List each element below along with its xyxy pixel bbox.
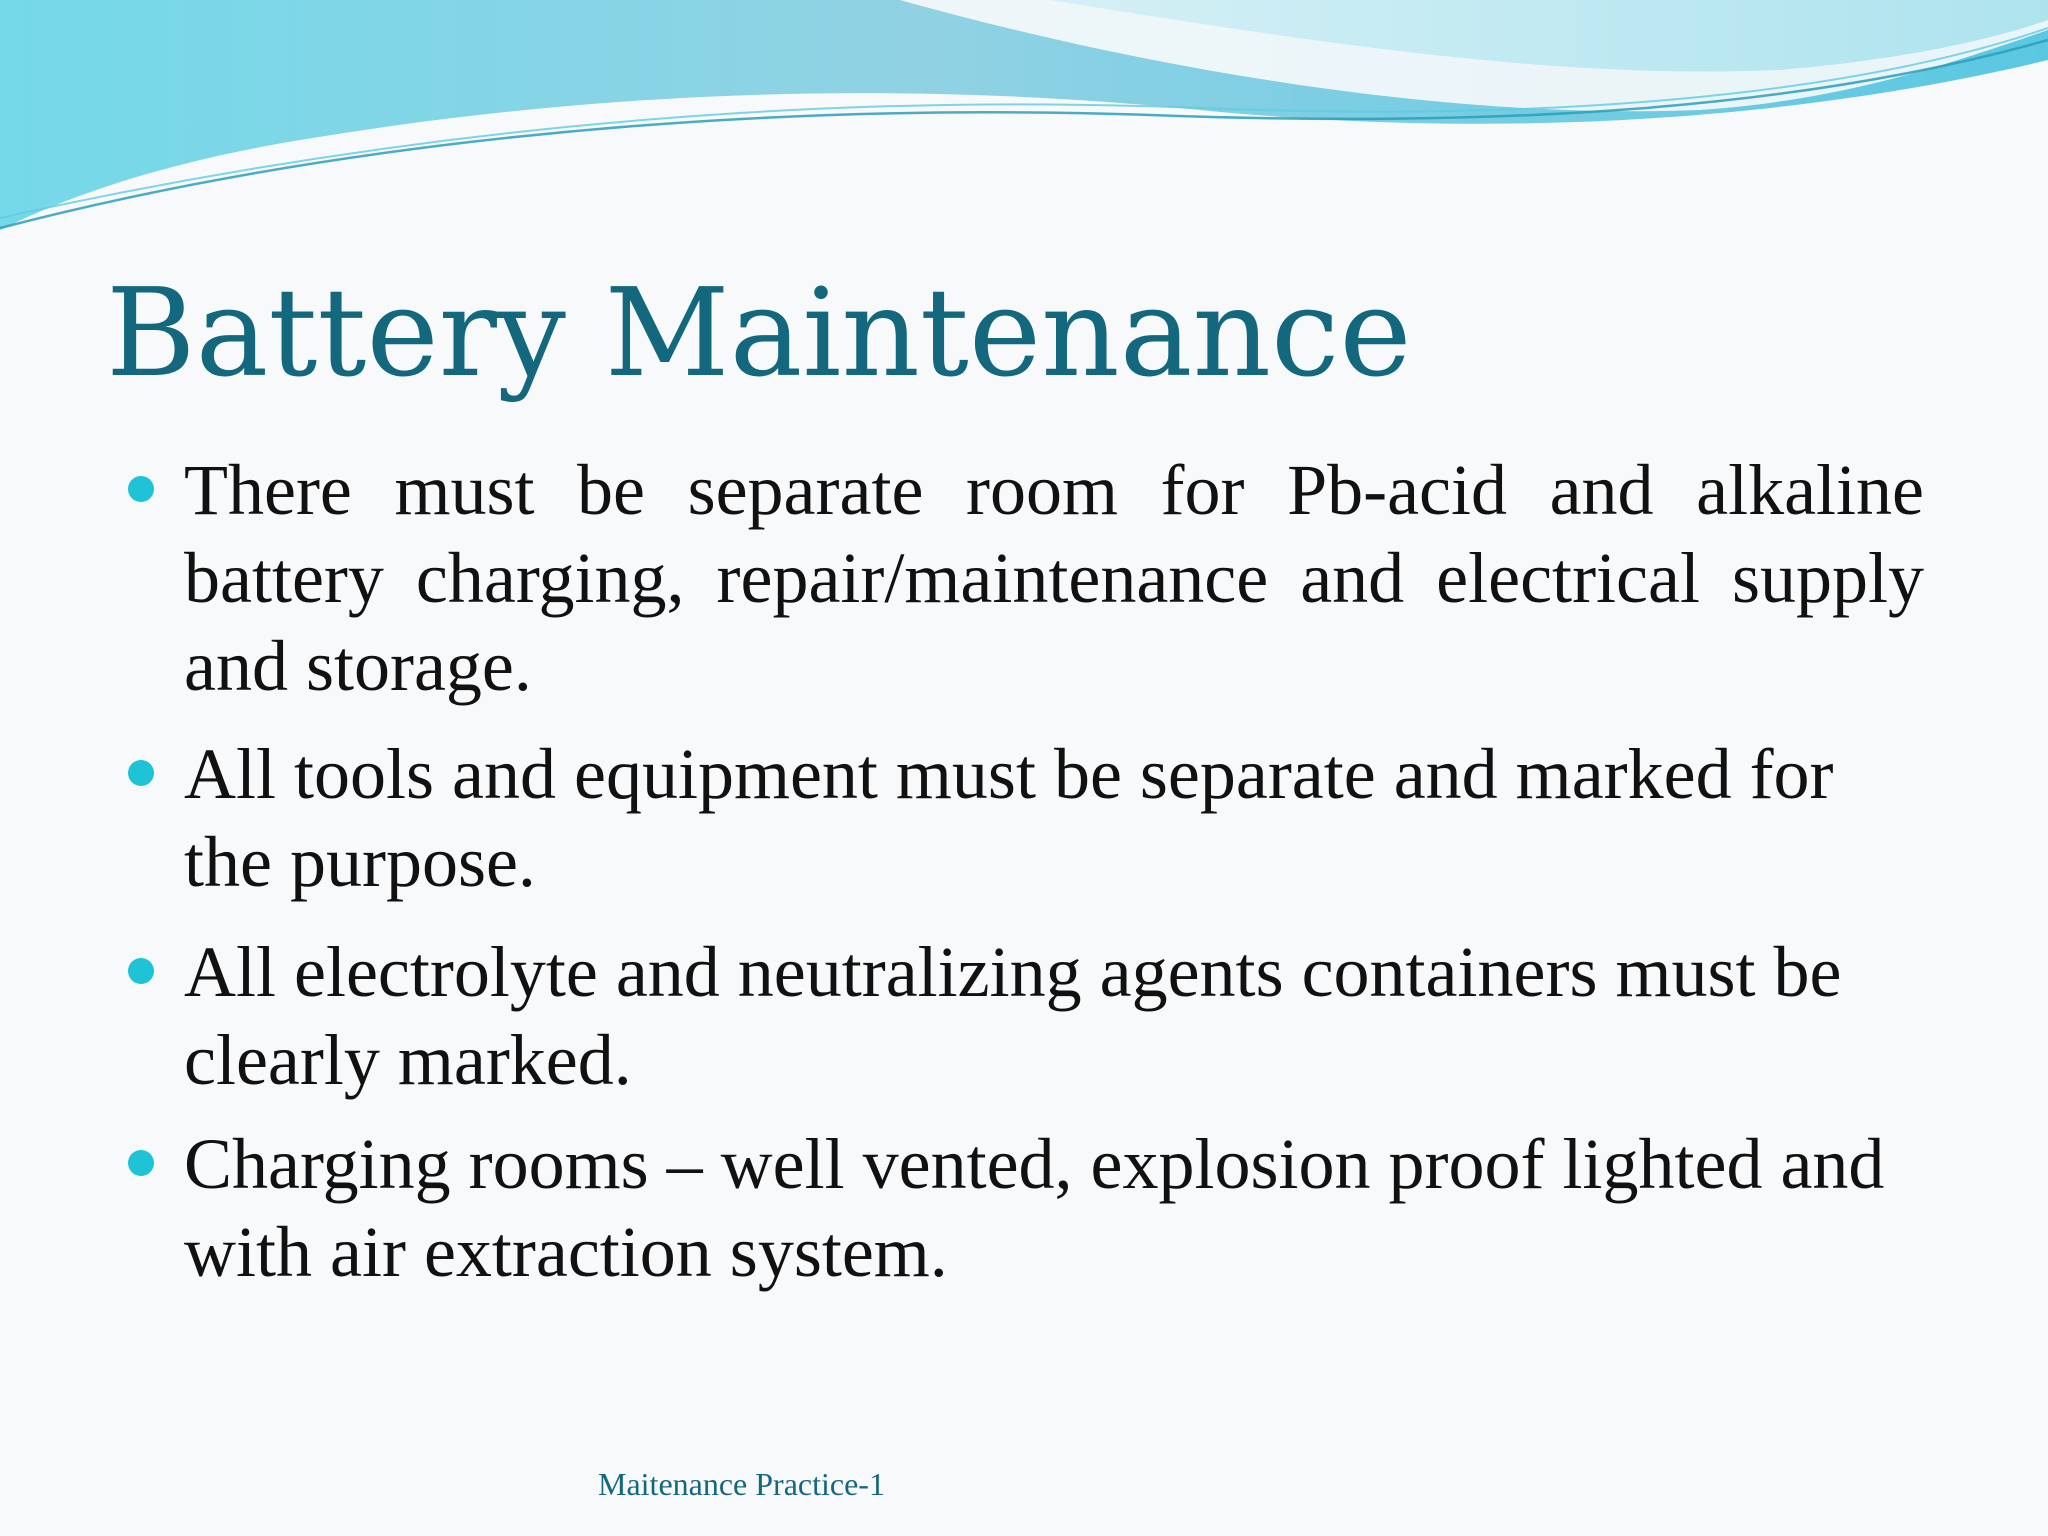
bullet-text: There must be separate room for Pb-acid and alkaline battery charging, repair/maintenance and electrical supply and storage. <box>184 450 1924 706</box>
bullet-text: All electrolyte and neutralizing agents containers must be clearly marked. <box>184 932 1842 1100</box>
slide-title: Battery Maintenance <box>106 262 1412 404</box>
slide-footer: Maitenance Practice-1 <box>598 1466 885 1502</box>
bullet-dot-icon <box>128 1150 154 1176</box>
bullet-dot-icon <box>128 760 154 786</box>
bullet-dot-icon <box>128 476 154 502</box>
bullet-dot-icon <box>128 958 154 984</box>
bullet-text: Charging rooms – well vented, explosion proof lighted and with air extraction system. <box>184 1124 1885 1292</box>
bullet-text: All tools and equipment must be separate and marked for the purpose. <box>184 734 1834 902</box>
header-wave-decoration <box>0 0 2048 240</box>
